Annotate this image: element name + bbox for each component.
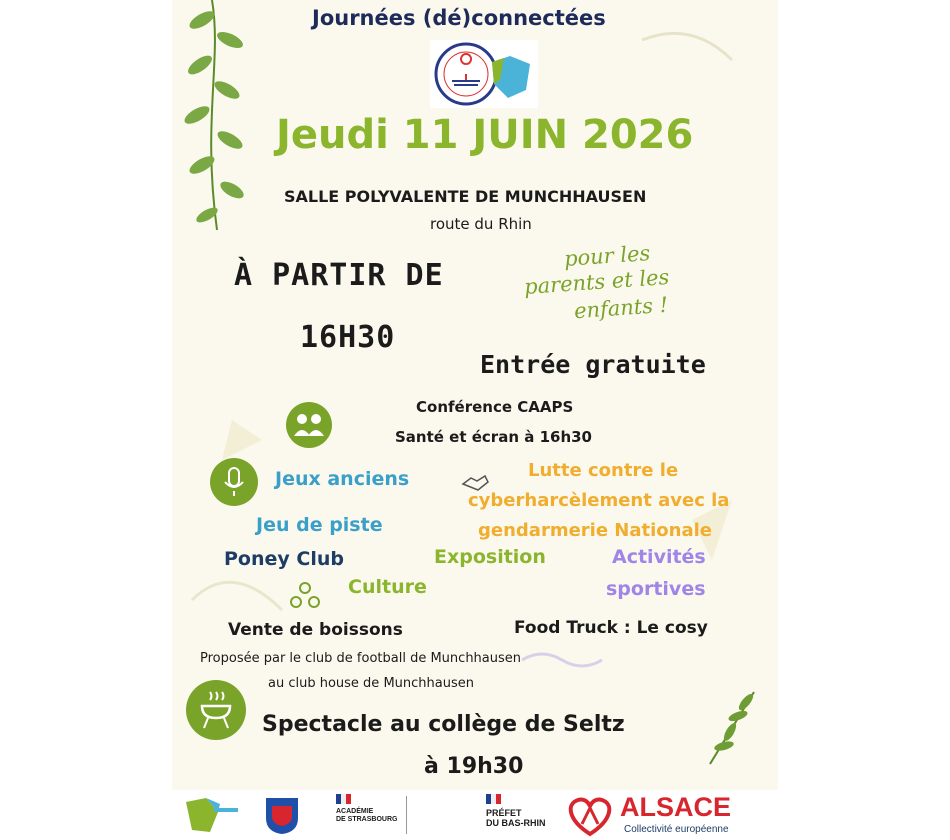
vine-leaves-icon xyxy=(172,0,262,240)
alsace-wordmark: ALSACE xyxy=(620,792,732,822)
event-date: Jeudi 11 JUIN 2026 xyxy=(276,112,694,158)
leaf-branch-icon xyxy=(702,688,762,768)
marianne-flag-icon xyxy=(336,794,352,804)
activity-exposition: Exposition xyxy=(434,546,546,568)
conference-subtitle: Santé et écran à 16h30 xyxy=(395,428,592,446)
event-poster xyxy=(172,0,778,840)
academie-line-2: DE STRASBOURG xyxy=(336,816,398,823)
event-route: route du Rhin xyxy=(430,215,532,233)
prefet-line-2: DU BAS-RHIN xyxy=(486,818,546,828)
culture-masks-icon xyxy=(288,580,322,614)
activity-jeux-anciens: Jeux anciens xyxy=(275,468,410,490)
alsace-heart-logo-icon xyxy=(564,794,616,838)
activity-cyber-line-1: Lutte contre le xyxy=(528,460,679,481)
footer-divider xyxy=(406,796,407,834)
poster-title: Journées (dé)connectées xyxy=(312,6,606,30)
coat-of-arms-icon xyxy=(264,796,300,836)
event-venue: SALLE POLYVALENTE DE MUNCHHAUSEN xyxy=(284,187,647,206)
drinks-note-line-2: au club house de Munchhausen xyxy=(268,676,474,691)
alsace-subtitle: Collectivité européenne xyxy=(624,824,729,835)
partner-logos-footer xyxy=(172,790,778,840)
food-truck: Food Truck : Le cosy xyxy=(514,618,708,638)
entry-free: Entrée gratuite xyxy=(480,350,706,379)
activity-cyber-line-2: cyberharcèlement avec la xyxy=(468,490,730,511)
group-people-icon xyxy=(286,402,332,448)
drinks-note-line-1: Proposée par le club de football de Munchhausen xyxy=(200,651,522,666)
activity-cyber-line-3: gendarmerie Nationale xyxy=(478,520,712,541)
microphone-icon xyxy=(210,458,258,506)
republique-flag-icon xyxy=(486,794,502,804)
start-time-label: À PARTIR DE xyxy=(234,258,444,293)
activity-culture: Culture xyxy=(348,576,427,598)
prefet-line-1: PRÉFET xyxy=(486,808,522,818)
show-time: à 19h30 xyxy=(424,754,524,779)
activity-sport-line-1: Activités xyxy=(612,546,706,568)
audience-line-3: enfants ! xyxy=(573,292,669,324)
academie-line-1: ACADÉMIE xyxy=(336,808,374,815)
start-time: 16H30 xyxy=(300,320,396,355)
drinks-sale: Vente de boissons xyxy=(228,620,403,640)
barbecue-icon xyxy=(186,680,246,740)
activity-jeu-de-piste: Jeu de piste xyxy=(256,514,383,536)
conference-title: Conférence CAAPS xyxy=(416,398,574,416)
partner-logo xyxy=(430,40,538,108)
show-title: Spectacle au collège de Seltz xyxy=(262,712,625,737)
activity-sport-line-2: sportives xyxy=(606,578,706,600)
plaine-du-rhin-logo-icon xyxy=(180,794,242,836)
activity-poney-club: Poney Club xyxy=(224,548,344,570)
audience-line-1: pour les xyxy=(563,241,651,271)
egalite-des-chances-logo-icon xyxy=(430,40,538,108)
audience-line-2: parents et les xyxy=(523,264,670,300)
